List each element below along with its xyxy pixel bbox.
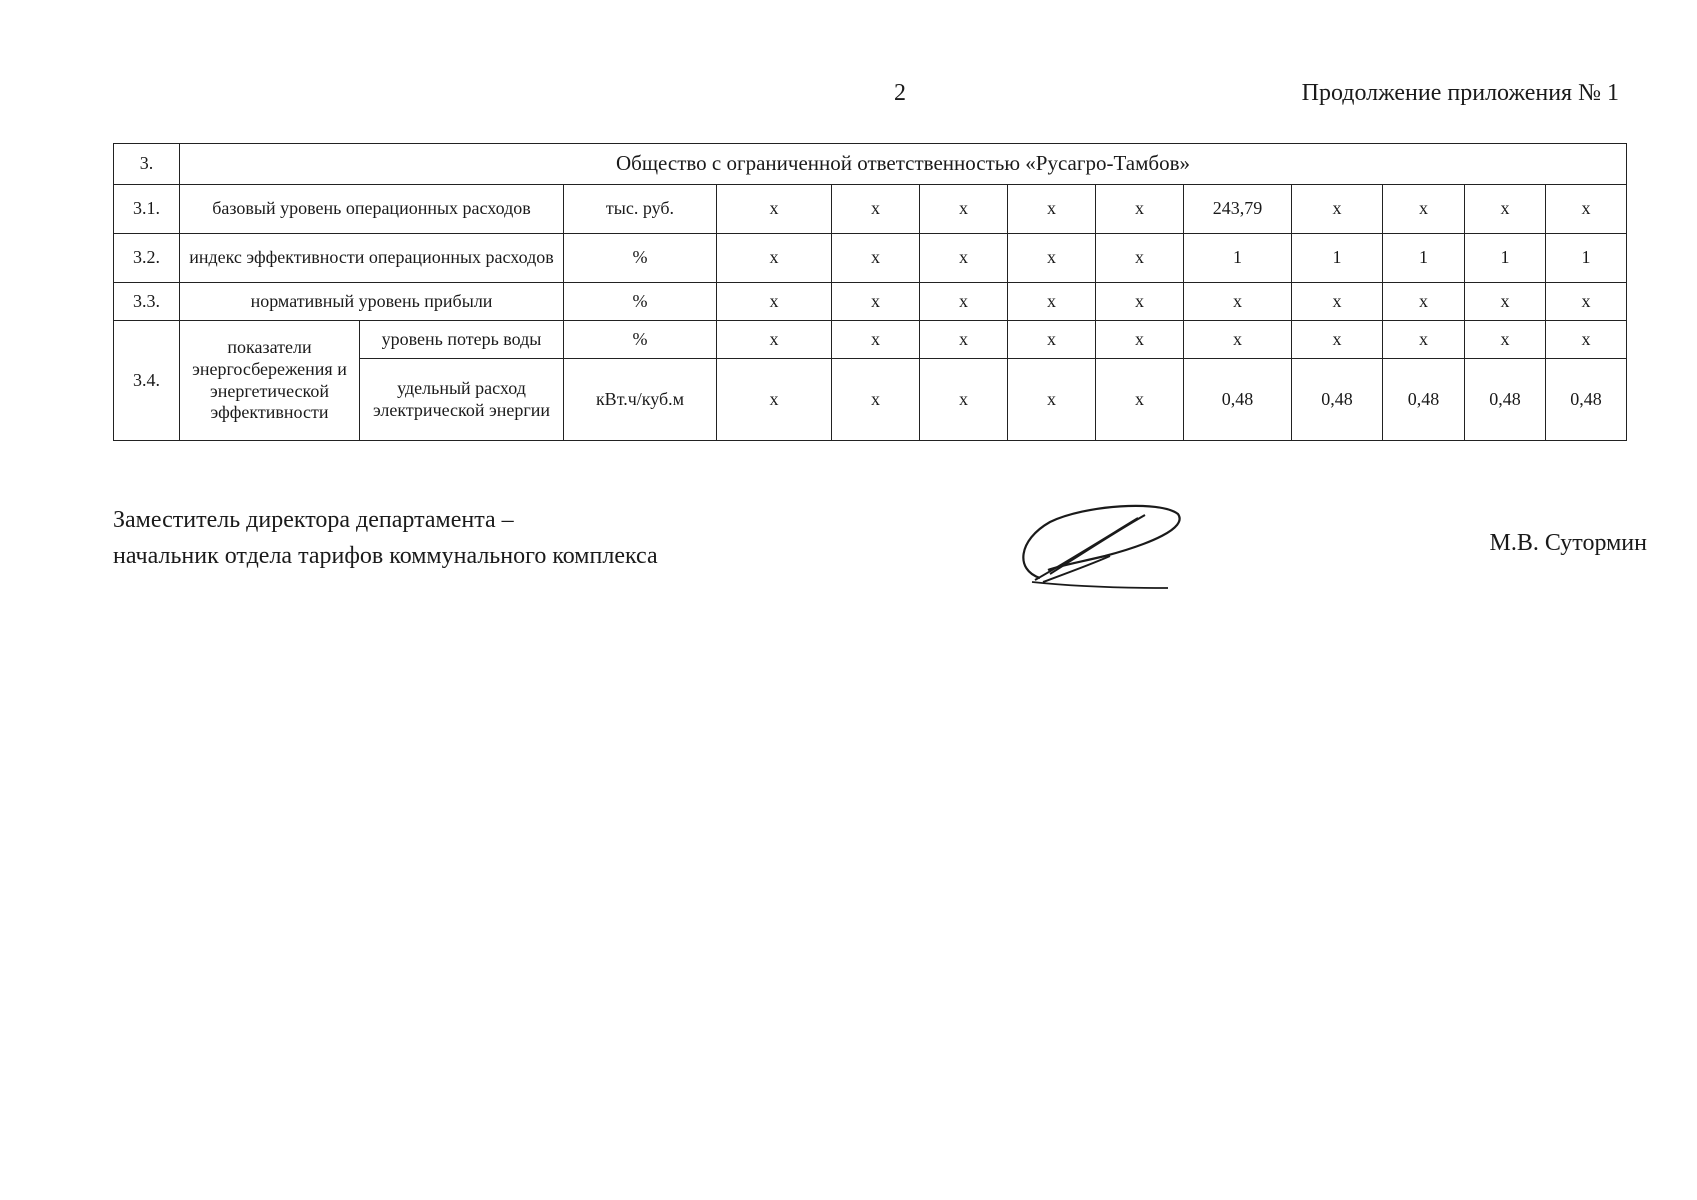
signatory-title (113, 502, 658, 574)
value-cell: х (1383, 283, 1465, 321)
section-row (114, 144, 1627, 185)
value-cell: х (920, 321, 1008, 359)
value-cell: х (920, 234, 1008, 283)
value-cell: 1 (1292, 234, 1383, 283)
value-cell: х (1292, 185, 1383, 234)
signatory-title-line-2: начальник отдела тарифов коммунального комплекса (113, 543, 658, 569)
indicators-table (113, 143, 1627, 441)
value-cell: х (1008, 283, 1096, 321)
value-cell: х (1292, 321, 1383, 359)
value-cell: х (717, 185, 832, 234)
row-number: 3.3. (114, 283, 180, 321)
table-row (114, 321, 1627, 359)
page-number: 2 (894, 80, 906, 106)
value-cell: х (1096, 185, 1184, 234)
unit-cell: тыс. руб. (564, 185, 717, 234)
value-cell: х (1465, 283, 1546, 321)
table-row (114, 283, 1627, 321)
row-number: 3.4. (114, 321, 180, 441)
value-cell: х (920, 283, 1008, 321)
value-cell: 0,48 (1465, 359, 1546, 441)
value-cell: х (1184, 321, 1292, 359)
value-cell: х (1465, 321, 1546, 359)
value-cell: х (1008, 185, 1096, 234)
value-cell: 1 (1383, 234, 1465, 283)
value-cell: х (1096, 283, 1184, 321)
value-cell: х (1383, 321, 1465, 359)
value-cell: х (832, 359, 920, 441)
unit-cell: % (564, 321, 717, 359)
value-cell: х (1096, 359, 1184, 441)
value-cell: х (1546, 321, 1627, 359)
row-number: 3.1. (114, 185, 180, 234)
value-cell: х (832, 185, 920, 234)
value-cell: х (832, 283, 920, 321)
value-cell: х (717, 283, 832, 321)
signatory-title-line-1: Заместитель директора департамента – (113, 507, 514, 533)
value-cell: 1 (1465, 234, 1546, 283)
value-cell: х (1546, 283, 1627, 321)
value-cell: х (1096, 234, 1184, 283)
indicator-group-name: показатели энергосбережения и энергетической эффективности (180, 321, 360, 441)
value-cell: х (717, 359, 832, 441)
value-cell: 1 (1546, 234, 1627, 283)
unit-cell: % (564, 234, 717, 283)
value-cell: х (1008, 359, 1096, 441)
table-row (114, 185, 1627, 234)
handwritten-signature (1010, 500, 1185, 592)
value-cell: 243,79 (1184, 185, 1292, 234)
organization-name: Общество с ограниченной ответственностью «Русагро-Тамбов» (180, 144, 1627, 185)
value-cell: х (1383, 185, 1465, 234)
value-cell: х (1546, 185, 1627, 234)
value-cell: х (920, 185, 1008, 234)
indicator-name: индекс эффективности операционных расходов (180, 234, 564, 283)
value-cell: х (920, 359, 1008, 441)
value-cell: 0,48 (1292, 359, 1383, 441)
value-cell: х (1008, 321, 1096, 359)
value-cell: х (832, 321, 920, 359)
signatory-name: М.В. Сутормин (1489, 530, 1647, 556)
row-number: 3.2. (114, 234, 180, 283)
value-cell: х (1184, 283, 1292, 321)
unit-cell: % (564, 283, 717, 321)
section-number: 3. (114, 144, 180, 185)
indicator-name: нормативный уровень прибыли (180, 283, 564, 321)
value-cell: 0,48 (1383, 359, 1465, 441)
table-row (114, 234, 1627, 283)
indicator-name: уровень потерь воды (360, 321, 564, 359)
value-cell: х (1008, 234, 1096, 283)
value-cell: х (1292, 283, 1383, 321)
value-cell: х (832, 234, 920, 283)
unit-cell: кВт.ч/куб.м (564, 359, 717, 441)
value-cell: 0,48 (1184, 359, 1292, 441)
indicator-name: базовый уровень операционных расходов (180, 185, 564, 234)
indicator-name: удельный расход электрической энергии (360, 359, 564, 441)
value-cell: х (1465, 185, 1546, 234)
value-cell: х (717, 234, 832, 283)
value-cell: 1 (1184, 234, 1292, 283)
value-cell: х (1096, 321, 1184, 359)
value-cell: 0,48 (1546, 359, 1627, 441)
appendix-label: Продолжение приложения № 1 (1301, 80, 1619, 106)
value-cell: х (717, 321, 832, 359)
